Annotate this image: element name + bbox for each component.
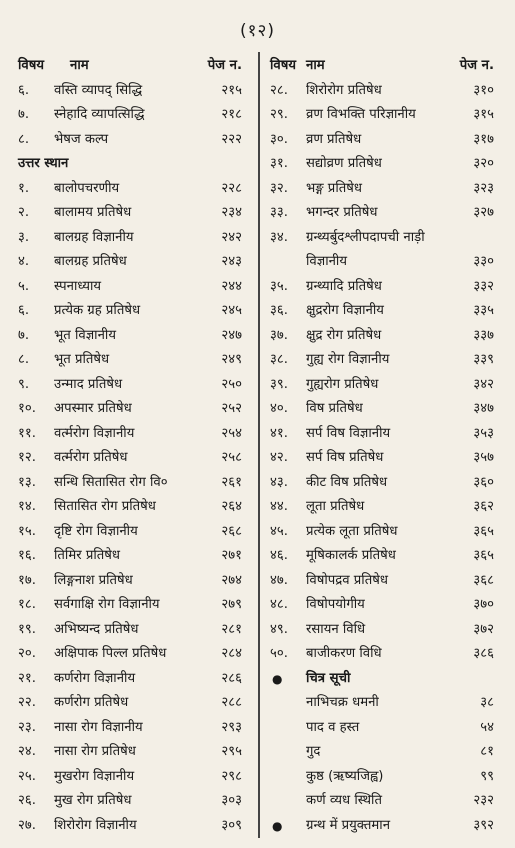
toc-number: ७. <box>18 327 30 343</box>
toc-title: बाजीकरण विधि <box>306 646 382 661</box>
toc-page: २२२ <box>221 131 242 147</box>
toc-number: १. <box>18 180 30 196</box>
toc-title: शिरोरोग विज्ञानीय <box>54 817 137 833</box>
toc-title: मूषिकालर्क प्रतिषेध <box>306 548 396 563</box>
toc-row <box>270 348 502 373</box>
toc-row <box>270 397 502 422</box>
toc-number: ४१. <box>270 425 288 441</box>
toc-number: ३७. <box>270 327 288 343</box>
toc-row <box>270 495 502 520</box>
toc-page: ३६५ <box>473 523 494 539</box>
toc-number: ५. <box>18 278 30 294</box>
toc-number: ३२. <box>270 180 288 196</box>
toc-number: ३३. <box>270 205 288 220</box>
toc-row <box>18 765 250 790</box>
toc-page: ३२० <box>473 156 494 171</box>
toc-title: वर्त्मरोग प्रतिषेध <box>54 450 128 465</box>
toc-page: ३६८ <box>473 572 494 588</box>
toc-page: २७४ <box>221 572 242 588</box>
toc-title: भूत विज्ञानीय <box>54 327 116 343</box>
toc-page: २३४ <box>221 205 242 220</box>
column-divider <box>258 52 260 838</box>
left-top-list <box>18 79 250 153</box>
toc-row <box>270 275 502 300</box>
toc-row <box>270 152 502 177</box>
left-item-list <box>18 177 250 839</box>
toc-title: क्षुद्ररोग विज्ञानीय <box>306 303 384 318</box>
toc-page: ३३९ <box>473 352 494 367</box>
left-header-row <box>18 54 250 79</box>
toc-row <box>18 789 250 814</box>
toc-title: नासा रोग प्रतिषेध <box>54 744 136 759</box>
toc-row <box>270 226 502 251</box>
figure-row <box>270 716 502 741</box>
toc-title: ग्रन्थ्यादि प्रतिषेध <box>306 278 382 294</box>
toc-title: तिमिर प्रतिषेध <box>54 548 120 563</box>
figure-heading-row <box>270 667 502 692</box>
toc-row <box>18 422 250 447</box>
toc-row <box>270 642 502 667</box>
toc-row <box>270 471 502 496</box>
toc-number: १३. <box>18 474 36 490</box>
toc-page: ३८६ <box>473 646 494 661</box>
toc-title: ग्रन्थ्यर्बुदश्लीपदापची नाड़ी <box>306 229 425 245</box>
toc-number: ६. <box>18 82 30 98</box>
toc-page: २४७ <box>221 327 242 343</box>
toc-row <box>270 299 502 324</box>
toc-title: नासा रोग विज्ञानीय <box>54 719 143 735</box>
toc-title: भगन्दर प्रतिषेध <box>306 205 378 220</box>
toc-title: व्रण प्रतिषेध <box>306 131 362 147</box>
toc-number: ४५. <box>270 523 288 539</box>
toc-title: भूत प्रतिषेध <box>54 352 110 367</box>
toc-number: ४०. <box>270 401 288 416</box>
toc-number: २५. <box>18 768 36 784</box>
left-column <box>18 54 250 838</box>
toc-row <box>18 299 250 324</box>
toc-title: बालोपचरणीय <box>54 180 120 196</box>
toc-row <box>270 324 502 349</box>
toc-title: लूता प्रतिषेध <box>306 499 365 514</box>
toc-title: गुद <box>306 744 321 759</box>
toc-number: ३६. <box>270 303 288 318</box>
toc-page: ३१५ <box>473 107 494 122</box>
toc-page: ३२७ <box>473 205 494 220</box>
toc-row <box>18 618 250 643</box>
toc-page: २५० <box>221 376 242 392</box>
toc-page: २२८ <box>221 180 242 196</box>
toc-page: २३२ <box>473 793 494 808</box>
toc-row <box>18 250 250 275</box>
toc-row <box>18 569 250 594</box>
toc-title: सन्धि सितासित रोग वि० <box>54 474 168 490</box>
toc-title: शिरोरोग प्रतिषेध <box>306 82 382 98</box>
toc-title: स्पनाध्याय <box>54 278 102 294</box>
toc-row <box>270 593 502 618</box>
toc-page: ३६२ <box>473 499 494 514</box>
toc-page: २८८ <box>221 695 242 710</box>
toc-row <box>18 691 250 716</box>
toc-number: ४८. <box>270 597 288 612</box>
toc-page: ३८ <box>480 695 494 710</box>
toc-page: ५४ <box>480 719 494 735</box>
toc-row <box>18 446 250 471</box>
toc-page: ९९ <box>480 768 494 784</box>
toc-page: २६४ <box>221 499 242 514</box>
figure-heading: चित्र सूची <box>306 670 351 686</box>
toc-number: २९. <box>270 107 288 122</box>
toc-number: ३१. <box>270 156 288 171</box>
toc-page: ३१० <box>473 82 494 98</box>
toc-row <box>18 226 250 251</box>
toc-number: १७. <box>18 572 36 588</box>
toc-number: ४२. <box>270 450 288 465</box>
toc-title: सर्वगाक्षि रोग विज्ञानीय <box>54 597 160 612</box>
toc-page: २६१ <box>221 474 242 490</box>
toc-page: ३४२ <box>473 376 494 392</box>
toc-title: कर्ण व्यध स्थिति <box>306 793 382 808</box>
toc-row <box>18 79 250 104</box>
toc-title: सर्प विष विज्ञानीय <box>306 425 391 441</box>
toc-title: लिङ्गनाश प्रतिषेध <box>54 572 133 588</box>
toc-row <box>18 520 250 545</box>
toc-number: ४७. <box>270 572 288 588</box>
toc-number: ४९. <box>270 621 288 637</box>
toc-number: ९. <box>18 376 30 392</box>
header-subject: विषय <box>18 58 45 73</box>
right-column <box>270 54 502 838</box>
toc-row <box>18 814 250 839</box>
toc-page: ३०९ <box>221 817 242 833</box>
toc-row <box>270 446 502 471</box>
toc-row <box>18 544 250 569</box>
toc-row <box>18 373 250 398</box>
toc-page: २४४ <box>221 278 242 294</box>
toc-number: १८. <box>18 597 36 612</box>
toc-number: २६. <box>18 793 36 808</box>
toc-page: २१५ <box>221 82 242 98</box>
bullet-icon: ● <box>272 671 283 686</box>
toc-row <box>270 569 502 594</box>
header-page: पेज न. <box>207 58 242 73</box>
toc-title: नाभिचक्र धमनी <box>306 695 379 710</box>
toc-number: १९. <box>18 621 36 637</box>
toc-page: २४३ <box>221 254 242 269</box>
toc-page: ३३२ <box>473 278 494 294</box>
toc-row <box>18 275 250 300</box>
toc-title: सद्योव्रण प्रतिषेध <box>306 156 382 171</box>
toc-number: २८. <box>270 82 288 98</box>
toc-page: ३६५ <box>473 548 494 563</box>
toc-title: रसायन विधि <box>306 621 366 637</box>
toc-title: बालग्रह प्रतिषेध <box>54 254 127 269</box>
toc-title: बालामय प्रतिषेध <box>54 205 132 220</box>
toc-number: ३५. <box>270 278 288 294</box>
toc-page: २५८ <box>221 450 242 465</box>
toc-row <box>18 642 250 667</box>
toc-page: ३७२ <box>473 621 494 637</box>
bullet-icon: ● <box>272 818 283 833</box>
toc-number: २४. <box>18 744 36 759</box>
toc-title: व्रण विभक्ति परिज्ञानीय <box>306 107 416 122</box>
toc-page: २८४ <box>221 646 242 661</box>
toc-title: गुह्यरोग प्रतिषेध <box>306 376 379 392</box>
figure-row <box>270 789 502 814</box>
toc-row <box>18 716 250 741</box>
toc-row <box>18 471 250 496</box>
toc-page: ३०३ <box>221 793 242 808</box>
toc-row <box>270 128 502 153</box>
toc-page: २८६ <box>221 670 242 686</box>
toc-title: वर्त्मरोग विज्ञानीय <box>54 425 135 441</box>
toc-number: ७. <box>18 107 30 122</box>
toc-row <box>18 348 250 373</box>
toc-page: २९५ <box>221 744 242 759</box>
toc-title: विज्ञानीय <box>306 254 347 269</box>
toc-number: ३४. <box>270 229 288 245</box>
toc-page: २१८ <box>221 107 242 122</box>
toc-title: ग्रन्थ में प्रयुक्तमान <box>306 817 391 833</box>
toc-row <box>270 520 502 545</box>
toc-page: २५४ <box>221 425 242 441</box>
toc-row <box>18 593 250 618</box>
toc-number: १४. <box>18 499 36 514</box>
toc-page: ३९२ <box>473 817 494 833</box>
toc-number: ३८. <box>270 352 288 367</box>
page-number: (१२) <box>240 21 275 41</box>
toc-title: उन्माद प्रतिषेध <box>54 376 123 392</box>
toc-page: २८१ <box>221 621 242 637</box>
toc-title: कर्णरोग विज्ञानीय <box>54 670 136 686</box>
figure-list <box>270 667 502 839</box>
toc-number: ८. <box>18 352 30 367</box>
toc-page: २४९ <box>221 352 242 367</box>
toc-number: ८. <box>18 131 30 147</box>
toc-page: २७१ <box>221 548 242 563</box>
toc-row <box>270 250 502 275</box>
toc-page: ३५७ <box>473 450 494 465</box>
toc-title: विष प्रतिषेध <box>306 401 363 416</box>
right-item-list <box>270 79 502 667</box>
toc-number: ४. <box>18 254 30 269</box>
toc-title: अभिष्यन्द प्रतिषेध <box>54 621 139 637</box>
toc-row <box>270 618 502 643</box>
toc-page: २५२ <box>221 401 242 416</box>
toc-title: गुह्य रोग विज्ञानीय <box>306 352 390 367</box>
toc-number: १६. <box>18 548 36 563</box>
toc-number: ३०. <box>270 131 288 147</box>
toc-number: १०. <box>18 401 36 416</box>
toc-row <box>270 373 502 398</box>
toc-page: २४२ <box>221 229 242 245</box>
toc-page: ३३७ <box>473 327 494 343</box>
toc-number: ५०. <box>270 646 288 661</box>
toc-title: भङ्ग प्रतिषेध <box>306 180 362 196</box>
toc-row <box>18 201 250 226</box>
toc-title: विषोपद्रव प्रतिषेध <box>306 572 388 588</box>
toc-row <box>18 667 250 692</box>
toc-title: पाद व हस्त <box>306 719 360 735</box>
toc-page: ३६० <box>473 474 494 490</box>
toc-page: ३३० <box>473 254 494 269</box>
toc-title: कुष्ठ (ऋष्यजिह्व) <box>306 768 384 784</box>
toc-page: ३२३ <box>473 180 494 196</box>
figure-row <box>270 691 502 716</box>
toc-title: सर्प विष प्रतिषेध <box>306 450 384 465</box>
toc-number: १२. <box>18 450 36 465</box>
figure-row <box>270 765 502 790</box>
toc-title: स्नेहादि व्यापत्सिद्धि <box>54 107 145 122</box>
toc-title: मुख रोग प्रतिषेध <box>54 793 132 808</box>
toc-row <box>18 103 250 128</box>
toc-number: १५. <box>18 523 36 539</box>
toc-number: ४६. <box>270 548 288 563</box>
toc-title: कर्णरोग प्रतिषेध <box>54 695 129 710</box>
toc-number: ४४. <box>270 499 288 514</box>
toc-title: अपस्मार प्रतिषेध <box>54 401 132 416</box>
toc-number: २०. <box>18 646 36 661</box>
toc-title: कीट विष प्रतिषेध <box>306 474 388 490</box>
toc-page: २९३ <box>221 719 242 735</box>
toc-number: ११. <box>18 425 36 441</box>
section-heading: उत्तर स्थान <box>18 156 69 171</box>
toc-number: ३. <box>18 229 30 245</box>
toc-row <box>270 544 502 569</box>
header-page: पेज न. <box>459 58 494 73</box>
header-name: नाम <box>70 58 89 73</box>
toc-row <box>270 79 502 104</box>
toc-number: २. <box>18 205 30 220</box>
toc-number: २२. <box>18 695 36 710</box>
toc-page: ८१ <box>480 744 494 759</box>
toc-number: ४३. <box>270 474 288 490</box>
toc-page: ३५३ <box>473 425 494 441</box>
toc-title: दृष्टि रोग विज्ञानीय <box>54 523 138 539</box>
toc-page: ३३५ <box>473 303 494 318</box>
toc-page: ३४७ <box>473 401 494 416</box>
toc-row <box>18 128 250 153</box>
toc-page: २६८ <box>221 523 242 539</box>
header-subject: विषय <box>270 58 297 73</box>
toc-title: प्रत्येक लूता प्रतिषेध <box>306 523 398 539</box>
right-header-row <box>270 54 502 79</box>
toc-number: २७. <box>18 817 36 833</box>
toc-row <box>18 495 250 520</box>
toc-page: २९८ <box>221 768 242 784</box>
toc-title: वस्ति व्यापद् सिद्धि <box>54 82 143 98</box>
toc-page: २७९ <box>221 597 242 612</box>
figure-row <box>270 740 502 765</box>
toc-page: २४५ <box>221 303 242 318</box>
toc-title: मुखरोग विज्ञानीय <box>54 768 135 784</box>
figure-row <box>270 814 502 839</box>
toc-title: क्षुद्र रोग प्रतिषेध <box>306 327 382 343</box>
toc-page: ३१७ <box>473 131 494 147</box>
toc-row <box>18 397 250 422</box>
toc-number: ३९. <box>270 376 288 392</box>
toc-row <box>18 740 250 765</box>
toc-number: ६. <box>18 303 30 318</box>
toc-row <box>270 177 502 202</box>
toc-row <box>270 201 502 226</box>
toc-title: भेषज कल्प <box>54 131 109 147</box>
toc-row <box>18 324 250 349</box>
toc-page: ३७० <box>473 597 494 612</box>
toc-title: अक्षिपाक पिल्ल प्रतिषेध <box>54 646 167 661</box>
toc-number: २१. <box>18 670 36 686</box>
toc-title: प्रत्येक ग्रह प्रतिषेध <box>54 303 141 318</box>
toc-row <box>270 103 502 128</box>
toc-row <box>270 422 502 447</box>
toc-title: बालग्रह विज्ञानीय <box>54 229 134 245</box>
toc-title: विषोपयोगीय <box>306 597 365 612</box>
toc-title: सितासित रोग प्रतिषेध <box>54 499 156 514</box>
header-name: नाम <box>306 58 325 73</box>
toc-number: २३. <box>18 719 36 735</box>
toc-row <box>18 177 250 202</box>
